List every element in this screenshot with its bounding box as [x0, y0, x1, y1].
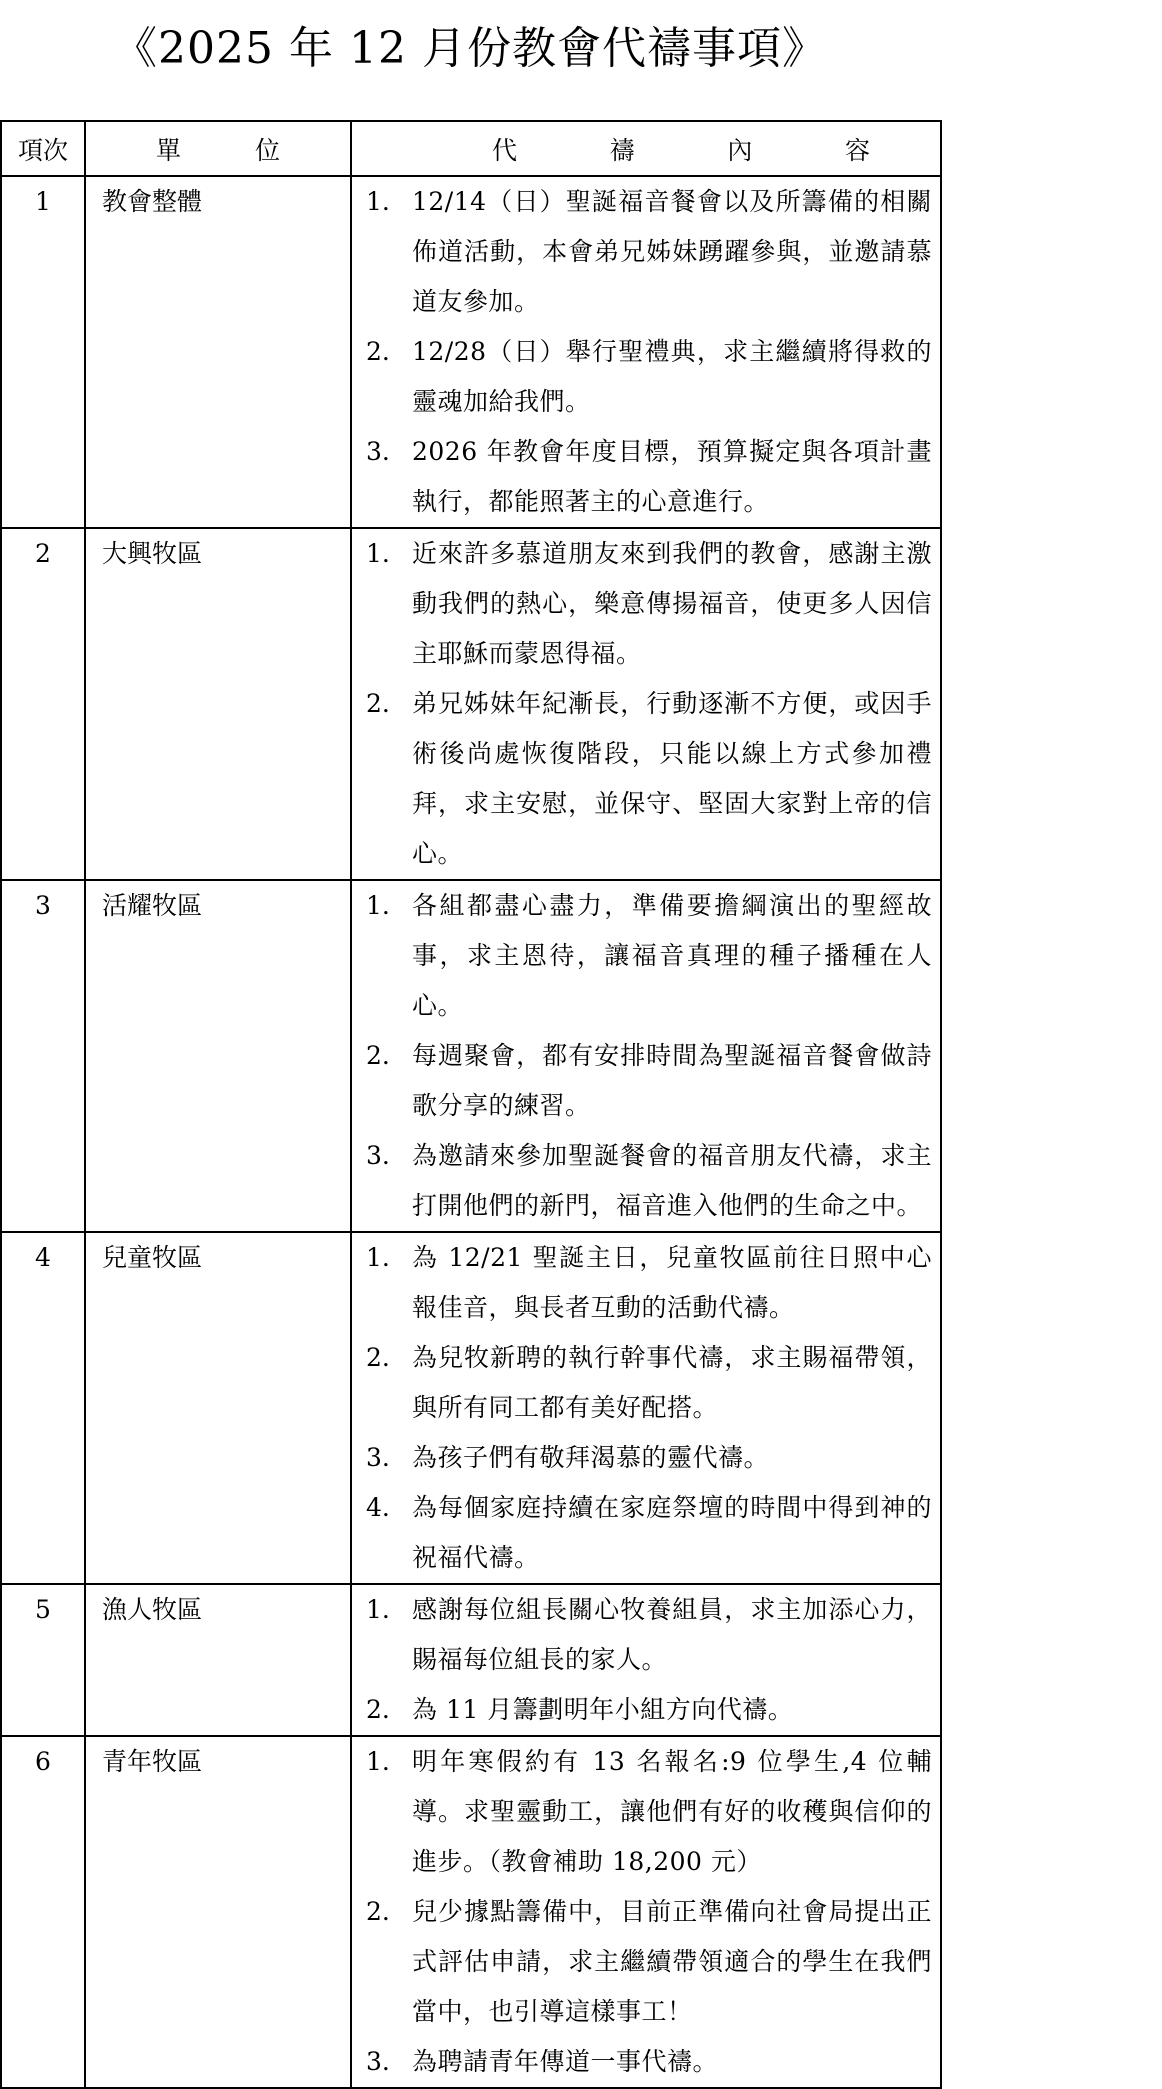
prayer-item	[366, 1685, 932, 1735]
prayer-item-text: 各組都盡心盡力，準備要擔綱演出的聖經故事，求主恩待，讓福音真理的種子播種在人心。	[412, 891, 932, 1020]
table-row	[1, 1736, 941, 2088]
prayer-item	[366, 1131, 932, 1231]
header-unit	[85, 121, 351, 176]
prayer-item	[366, 427, 932, 527]
table-row	[1, 1232, 941, 1584]
header-no-label: 項次	[17, 135, 68, 165]
prayer-item-number: 1.	[366, 1747, 390, 1776]
prayer-item-text: 2026 年教會年度目標，預算擬定與各項計畫執行，都能照著主的心意進行。	[412, 437, 932, 516]
row-unit: 兒童牧區	[85, 1232, 351, 1584]
prayer-item-number: 2.	[366, 337, 390, 366]
prayer-item-number: 1.	[366, 187, 390, 216]
prayer-item-number: 2.	[366, 1041, 390, 1070]
row-number: 6	[1, 1736, 85, 2088]
prayer-item-text: 感謝每位組長關心牧養組員，求主加添心力，賜福每位組長的家人。	[412, 1595, 932, 1674]
prayer-item-number: 2.	[366, 1343, 390, 1372]
row-content	[351, 528, 941, 880]
prayer-item-number: 2.	[366, 1695, 390, 1724]
table-row	[1, 528, 941, 880]
row-content	[351, 880, 941, 1232]
header-content	[351, 121, 941, 176]
row-unit: 活耀牧區	[85, 880, 351, 1232]
header-content-char: 容	[844, 135, 870, 165]
prayer-item-text: 12/28（日）舉行聖禮典，求主繼續將得救的靈魂加給我們。	[412, 337, 932, 416]
prayer-item-number: 3.	[366, 2047, 390, 2076]
row-unit: 大興牧區	[85, 528, 351, 880]
prayer-item-text: 每週聚會，都有安排時間為聖誕福音餐會做詩歌分享的練習。	[412, 1041, 932, 1120]
row-unit: 漁人牧區	[85, 1584, 351, 1736]
row-content	[351, 176, 941, 528]
prayer-item	[366, 1483, 932, 1583]
prayer-item-number: 1.	[366, 539, 390, 568]
prayer-item-text: 兒少據點籌備中，目前正準備向社會局提出正式評估申請，求主繼續帶領適合的學生在我們當中，也引導這樣事工！	[412, 1897, 932, 2026]
prayer-item	[366, 529, 932, 679]
prayer-item	[366, 1887, 932, 2037]
prayer-item	[366, 1433, 932, 1483]
row-number: 1	[1, 176, 85, 528]
prayer-item-text: 為 11 月籌劃明年小組方向代禱。	[412, 1695, 794, 1724]
prayer-item	[366, 177, 932, 327]
prayer-item-text: 為聘請青年傳道一事代禱。	[412, 2047, 719, 2076]
header-unit-char: 位	[254, 135, 280, 165]
prayer-item-number: 2.	[366, 1897, 390, 1926]
prayer-item-text: 為每個家庭持續在家庭祭壇的時間中得到神的祝福代禱。	[412, 1493, 932, 1572]
header-no	[1, 121, 85, 176]
prayer-item-number: 3.	[366, 1443, 390, 1472]
row-unit: 教會整體	[85, 176, 351, 528]
prayer-item	[366, 2037, 932, 2087]
prayer-item-text: 近來許多慕道朋友來到我們的教會，感謝主激動我們的熱心，樂意傳揚福音，使更多人因信主耶穌而蒙恩得福。	[412, 539, 932, 668]
prayer-item-text: 明年寒假約有 13 名報名:9 位學生,4 位輔導。求聖靈動工，讓他們有好的收穫與信仰的進步。（教會補助 18,200 元）	[412, 1747, 932, 1876]
prayer-item-number: 1.	[366, 1243, 390, 1272]
row-content	[351, 1736, 941, 2088]
prayer-item-text: 為兒牧新聘的執行幹事代禱，求主賜福帶領，與所有同工都有美好配搭。	[412, 1343, 932, 1422]
prayer-item-number: 2.	[366, 689, 390, 718]
prayer-item-number: 3.	[366, 437, 390, 466]
prayer-table	[0, 120, 942, 2089]
prayer-item	[366, 679, 932, 879]
prayer-item	[366, 1233, 932, 1333]
prayer-item-number: 1.	[366, 1595, 390, 1624]
prayer-item	[366, 1031, 932, 1131]
table-row	[1, 1584, 941, 1736]
row-number: 4	[1, 1232, 85, 1584]
prayer-item-number: 1.	[366, 891, 390, 920]
prayer-item-text: 為孩子們有敬拜渴慕的靈代禱。	[412, 1443, 770, 1472]
table-header	[1, 121, 941, 176]
table-row	[1, 176, 941, 528]
document-title: 《2025 年 12 月份教會代禱事項》	[113, 23, 827, 74]
header-unit-char: 單	[156, 135, 182, 165]
prayer-item-number: 3.	[366, 1141, 390, 1170]
header-content-char: 內	[727, 135, 753, 165]
prayer-item	[366, 1333, 932, 1433]
table-row	[1, 880, 941, 1232]
row-unit: 青年牧區	[85, 1736, 351, 2088]
row-number: 2	[1, 528, 85, 880]
row-number: 3	[1, 880, 85, 1232]
prayer-item	[366, 1585, 932, 1685]
prayer-item	[366, 327, 932, 427]
row-content	[351, 1584, 941, 1736]
prayer-item	[366, 881, 932, 1031]
row-number: 5	[1, 1584, 85, 1736]
header-content-char: 代	[492, 135, 518, 165]
row-content	[351, 1232, 941, 1584]
prayer-item-text: 弟兄姊妹年紀漸長，行動逐漸不方便，或因手術後尚處恢復階段，只能以線上方式參加禮拜，求主安慰，並保守、堅固大家對上帝的信心。	[412, 689, 932, 868]
prayer-item-text: 為邀請來參加聖誕餐會的福音朋友代禱，求主打開他們的新門，福音進入他們的生命之中。	[412, 1141, 932, 1220]
prayer-item-number: 4.	[366, 1493, 390, 1522]
prayer-item-text: 為 12/21 聖誕主日，兒童牧區前往日照中心報佳音，與長者互動的活動代禱。	[412, 1243, 932, 1322]
prayer-item-text: 12/14（日）聖誕福音餐會以及所籌備的相關佈道活動，本會弟兄姊妹踴躍參與，並邀請慕道友參加。	[412, 187, 932, 316]
prayer-item	[366, 1737, 932, 1887]
header-content-char: 禱	[609, 135, 635, 165]
table-body	[1, 176, 941, 2088]
